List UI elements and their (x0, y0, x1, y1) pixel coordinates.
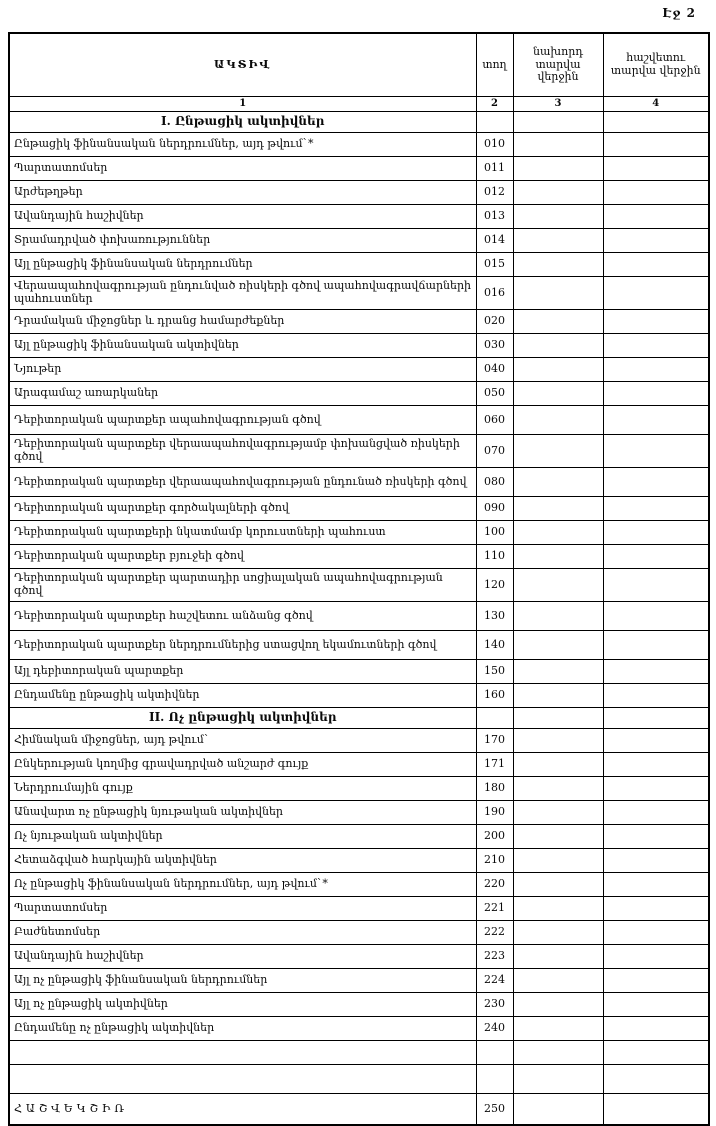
row-code-cell (476, 1065, 513, 1094)
row-code-cell: 240 (476, 1017, 513, 1041)
row-label-cell: Հետաձգված հարկային ակտիվներ (9, 849, 476, 873)
row-code-cell (476, 1041, 513, 1065)
reporting-year-value-cell (603, 1094, 709, 1126)
row-code-cell: 010 (476, 133, 513, 157)
previous-year-value-cell (513, 545, 603, 569)
previous-year-value-cell (513, 229, 603, 253)
row-label-cell: Ոչ ընթացիկ ֆինանսական ներդրումներ, այդ թվում`* (9, 873, 476, 897)
row-code-cell: 223 (476, 945, 513, 969)
table-row (9, 873, 709, 897)
row-label-cell: Ընկերության կողմից գրավադրված անշարժ գույք (9, 753, 476, 777)
table-row (9, 993, 709, 1017)
table-row (9, 897, 709, 921)
previous-year-value-cell (513, 521, 603, 545)
reporting-year-value-cell (603, 382, 709, 406)
column-number-1: 1 (9, 97, 476, 112)
column-number-3: 3 (513, 97, 603, 112)
table-row (9, 569, 709, 602)
reporting-year-value-cell (603, 181, 709, 205)
table-row (9, 133, 709, 157)
table-row (9, 435, 709, 468)
row-code-cell: 012 (476, 181, 513, 205)
row-label-cell: Դեբիտորական պարտքեր գործակալների գծով (9, 497, 476, 521)
reporting-year-value-cell (603, 753, 709, 777)
row-label-cell: Անավարտ ոչ ընթացիկ նյութական ակտիվներ (9, 801, 476, 825)
reporting-year-value-cell (603, 1017, 709, 1041)
row-label-cell: Դեբիտորական պարտքերի նկատմամբ կորուստների պահուստ (9, 521, 476, 545)
row-code-cell: 200 (476, 825, 513, 849)
row-code-cell: 120 (476, 569, 513, 602)
reporting-year-value-cell (603, 545, 709, 569)
row-code-column-header: տող (476, 33, 513, 97)
table-row (9, 181, 709, 205)
table-row (9, 253, 709, 277)
row-label-cell: Արժեթղթեր (9, 181, 476, 205)
row-code-cell: 171 (476, 753, 513, 777)
balance-total-row (9, 1094, 709, 1126)
row-label-cell: Այլ ընթացիկ ֆինանսական ակտիվներ (9, 334, 476, 358)
reporting-year-value-cell (603, 708, 709, 729)
row-label-cell: Ավանդային հաշիվներ (9, 205, 476, 229)
assets-column-header: ԱԿՏԻՎ (9, 33, 476, 97)
previous-year-value-cell (513, 1094, 603, 1126)
empty-row (9, 1041, 709, 1065)
reporting-year-value-cell (603, 1065, 709, 1094)
row-code-cell: 220 (476, 873, 513, 897)
row-code-cell: 110 (476, 545, 513, 569)
row-code-cell: 222 (476, 921, 513, 945)
reporting-year-value-cell (603, 945, 709, 969)
previous-year-value-cell (513, 993, 603, 1017)
reporting-year-value-cell (603, 497, 709, 521)
previous-year-value-cell (513, 1041, 603, 1065)
previous-year-value-cell (513, 921, 603, 945)
reporting-year-value-cell (603, 569, 709, 602)
reporting-year-value-cell (603, 406, 709, 435)
reporting-year-value-cell (603, 468, 709, 497)
table-row (9, 277, 709, 310)
reporting-year-value-cell (603, 777, 709, 801)
previous-year-value-cell (513, 112, 603, 133)
previous-year-value-cell (513, 801, 603, 825)
row-code-cell: 016 (476, 277, 513, 310)
table-row (9, 310, 709, 334)
table-row (9, 1017, 709, 1041)
previous-year-value-cell (513, 631, 603, 660)
column-number-4: 4 (603, 97, 709, 112)
reporting-year-value-cell (603, 229, 709, 253)
previous-year-value-cell (513, 406, 603, 435)
previous-year-value-cell (513, 873, 603, 897)
row-code-cell: 100 (476, 521, 513, 545)
reporting-year-value-cell (603, 112, 709, 133)
previous-year-value-cell (513, 849, 603, 873)
row-code-cell: 011 (476, 157, 513, 181)
row-label-cell: Դեբիտորական պարտքեր վերաապահովագրության ընդունած ռիսկերի գծով (9, 468, 476, 497)
table-header-row (9, 33, 709, 97)
table-row (9, 801, 709, 825)
reporting-year-value-cell (603, 358, 709, 382)
row-label-cell: Այլ ընթացիկ ֆինանսական ներդրումներ (9, 253, 476, 277)
previous-year-value-cell (513, 181, 603, 205)
previous-year-value-cell (513, 157, 603, 181)
row-code-cell: 015 (476, 253, 513, 277)
reporting-year-value-cell (603, 435, 709, 468)
table-row (9, 602, 709, 631)
row-label-cell: Դեբիտորական պարտքեր ներդրումներից ստացվող եկամուտների գծով (9, 631, 476, 660)
previous-year-value-cell (513, 253, 603, 277)
table-row (9, 631, 709, 660)
reporting-year-value-cell (603, 969, 709, 993)
reporting-year-value-cell (603, 729, 709, 753)
previous-year-value-cell (513, 334, 603, 358)
row-code-cell: 190 (476, 801, 513, 825)
row-label-cell: Վերաապահովագրության ընդունված ռիսկերի գծով ապահովագրավճարների պահուստներ (9, 277, 476, 310)
reporting-year-value-cell (603, 253, 709, 277)
reporting-year-value-cell (603, 334, 709, 358)
balance-sheet-assets-table (8, 32, 710, 1126)
previous-year-value-cell (513, 133, 603, 157)
page-number-label: Էջ 2 (662, 6, 696, 20)
table-row (9, 729, 709, 753)
previous-year-value-cell (513, 660, 603, 684)
table-row (9, 777, 709, 801)
reporting-year-value-cell (603, 1041, 709, 1065)
row-code-cell: 050 (476, 382, 513, 406)
table-row (9, 205, 709, 229)
row-code-cell: 210 (476, 849, 513, 873)
table-row (9, 660, 709, 684)
row-code-cell (476, 112, 513, 133)
previous-year-value-cell (513, 708, 603, 729)
row-code-cell: 150 (476, 660, 513, 684)
reporting-year-value-cell (603, 660, 709, 684)
previous-year-value-cell (513, 777, 603, 801)
reporting-year-value-cell (603, 897, 709, 921)
row-label-cell: ՀԱՇՎԵԿՇԻՌ (9, 1094, 476, 1126)
row-label-cell: Դեբիտորական պարտքեր ապահովագրության գծով (9, 406, 476, 435)
row-code-cell: 030 (476, 334, 513, 358)
row-code-cell: 160 (476, 684, 513, 708)
row-label-cell: Հիմնական միջոցներ, այդ թվում` (9, 729, 476, 753)
row-label-cell: Տրամադրված փոխառություններ (9, 229, 476, 253)
row-code-cell: 130 (476, 602, 513, 631)
row-label-cell: Ընդամենը ընթացիկ ակտիվներ (9, 684, 476, 708)
reporting-year-value-cell (603, 993, 709, 1017)
row-code-cell: 080 (476, 468, 513, 497)
table-row (9, 229, 709, 253)
previous-year-value-cell (513, 205, 603, 229)
previous-year-value-cell (513, 358, 603, 382)
reporting-year-value-cell (603, 310, 709, 334)
row-code-cell: 140 (476, 631, 513, 660)
previous-year-value-cell (513, 468, 603, 497)
reporting-year-value-cell (603, 801, 709, 825)
row-label-cell: Ընդամենը ոչ ընթացիկ ակտիվներ (9, 1017, 476, 1041)
table-row (9, 468, 709, 497)
previous-year-value-cell (513, 277, 603, 310)
row-code-cell: 230 (476, 993, 513, 1017)
row-label-cell: Դեբիտորական պարտքեր հաշվետու անձանց գծով (9, 602, 476, 631)
row-label-cell (9, 1065, 476, 1094)
previous-year-value-cell (513, 497, 603, 521)
row-code-cell: 180 (476, 777, 513, 801)
previous-year-value-cell (513, 753, 603, 777)
previous-year-value-cell (513, 729, 603, 753)
previous-year-value-cell (513, 569, 603, 602)
reporting-year-value-cell (603, 873, 709, 897)
previous-year-column-header: նախորդ տարվա վերջին (513, 33, 603, 97)
row-code-cell: 170 (476, 729, 513, 753)
empty-row (9, 1065, 709, 1094)
section-title: I. Ընթացիկ ակտիվներ (9, 112, 476, 133)
reporting-year-value-cell (603, 157, 709, 181)
previous-year-value-cell (513, 969, 603, 993)
row-code-cell: 060 (476, 406, 513, 435)
row-code-cell: 020 (476, 310, 513, 334)
reporting-year-value-cell (603, 825, 709, 849)
reporting-year-value-cell (603, 277, 709, 310)
row-code-cell: 014 (476, 229, 513, 253)
row-label-cell: Դեբիտորական պարտքեր պարտադիր սոցիալական ապահովագրության գծով (9, 569, 476, 602)
row-label-cell: Դեբիտորական պարտքեր բյուջեի գծով (9, 545, 476, 569)
reporting-year-value-cell (603, 921, 709, 945)
reporting-year-value-cell (603, 849, 709, 873)
row-label-cell (9, 1041, 476, 1065)
reporting-year-value-cell (603, 631, 709, 660)
previous-year-value-cell (513, 1017, 603, 1041)
previous-year-value-cell (513, 825, 603, 849)
row-label-cell: Այլ ոչ ընթացիկ ակտիվներ (9, 993, 476, 1017)
row-label-cell: Այլ դեբիտորական պարտքեր (9, 660, 476, 684)
reporting-year-value-cell (603, 133, 709, 157)
reporting-year-value-cell (603, 521, 709, 545)
row-label-cell: Պարտատոմսեր (9, 157, 476, 181)
row-code-cell: 013 (476, 205, 513, 229)
row-label-cell: Ներդրումային գույք (9, 777, 476, 801)
table-row (9, 753, 709, 777)
row-code-cell (476, 708, 513, 729)
row-code-cell: 250 (476, 1094, 513, 1126)
table-row (9, 545, 709, 569)
previous-year-value-cell (513, 897, 603, 921)
previous-year-value-cell (513, 310, 603, 334)
previous-year-value-cell (513, 602, 603, 631)
table-row (9, 825, 709, 849)
row-code-cell: 040 (476, 358, 513, 382)
row-label-cell: Ընթացիկ ֆինանսական ներդրումներ, այդ թվում`* (9, 133, 476, 157)
row-label-cell: Դեբիտորական պարտքեր վերաապահովագրությամբ փոխանցված ռիսկերի գծով (9, 435, 476, 468)
row-code-cell: 224 (476, 969, 513, 993)
row-label-cell: Արագամաշ առարկաներ (9, 382, 476, 406)
row-label-cell: Ոչ նյութական ակտիվներ (9, 825, 476, 849)
previous-year-value-cell (513, 684, 603, 708)
section-header-row (9, 708, 709, 729)
reporting-year-value-cell (603, 602, 709, 631)
table-row (9, 945, 709, 969)
row-code-cell: 070 (476, 435, 513, 468)
previous-year-value-cell (513, 945, 603, 969)
row-label-cell: Բաժնետոմսեր (9, 921, 476, 945)
row-label-cell: Այլ ոչ ընթացիկ ֆինանսական ներդրումներ (9, 969, 476, 993)
row-label-cell: Դրամական միջոցներ և դրանց համարժեքներ (9, 310, 476, 334)
row-label-cell: Ավանդային հաշիվներ (9, 945, 476, 969)
reporting-year-value-cell (603, 205, 709, 229)
reporting-year-value-cell (603, 684, 709, 708)
row-label-cell: Նյութեր (9, 358, 476, 382)
row-code-cell: 090 (476, 497, 513, 521)
table-row (9, 921, 709, 945)
table-row (9, 358, 709, 382)
table-row (9, 382, 709, 406)
column-number-2: 2 (476, 97, 513, 112)
row-code-cell: 221 (476, 897, 513, 921)
table-row (9, 334, 709, 358)
previous-year-value-cell (513, 435, 603, 468)
table-row (9, 849, 709, 873)
section-title: II. Ոչ ընթացիկ ակտիվներ (9, 708, 476, 729)
table-row (9, 157, 709, 181)
reporting-year-column-header: հաշվետու տարվա վերջին (603, 33, 709, 97)
table-row (9, 969, 709, 993)
table-row (9, 684, 709, 708)
table-row (9, 497, 709, 521)
rows-body (9, 33, 709, 1125)
table-row (9, 521, 709, 545)
table-row (9, 406, 709, 435)
previous-year-value-cell (513, 382, 603, 406)
section-header-row (9, 112, 709, 133)
column-numbers-row (9, 97, 709, 112)
row-label-cell: Պարտատոմսեր (9, 897, 476, 921)
previous-year-value-cell (513, 1065, 603, 1094)
